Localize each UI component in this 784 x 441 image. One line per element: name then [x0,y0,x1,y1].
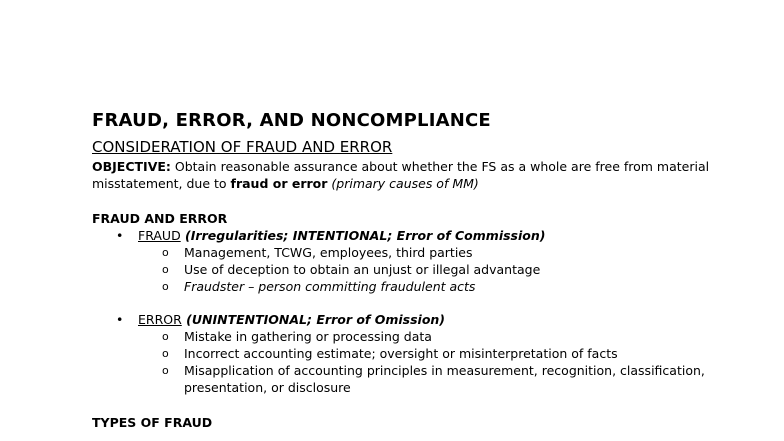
list-item-text: Incorrect accounting estimate; oversight or misinterpretation of facts [184,346,618,361]
objective-bold-term: fraud or error [230,175,328,191]
list-item-text: Use of deception to obtain an unjust or illegal advantage [184,262,541,277]
circle-bullet-icon: o [162,246,169,259]
bullet-fraud [92,227,732,244]
section-heading-fraud-and-error: FRAUD AND ERROR [92,211,228,226]
circle-bullet-icon: o [162,364,169,377]
list-item-text: Fraudster – person committing fraudulent acts [184,279,476,294]
objective-italic-tail: (primary causes of MM) [327,175,479,191]
bullet-dot-icon: • [116,312,124,327]
circle-bullet-icon: o [162,263,169,276]
page-title: FRAUD, ERROR, AND NONCOMPLIANCE [92,110,491,131]
error-sub-list [92,328,732,396]
list-item [92,261,732,278]
bullet-error [92,311,732,328]
error-term: ERROR [138,312,182,327]
list-item-text: Misapplication of accounting principles in measurement, recognition, classification, presentation, or disclosure [184,363,705,395]
spacer [92,295,732,311]
list-item [92,345,732,362]
fraud-description: (Irregularities; INTENTIONAL; Error of Commission) [180,228,546,243]
objective-paragraph [92,159,732,192]
list-item-text: Mistake in gathering or processing data [184,329,432,344]
fraud-sub-list [92,244,732,295]
list-item-text: Management, TCWG, employees, third parties [184,245,473,260]
circle-bullet-icon: o [162,330,169,343]
list-item [92,362,732,396]
fraud-term: FRAUD [138,228,181,243]
section-subtitle: CONSIDERATION OF FRAUD AND ERROR [92,138,393,156]
objective-text: Obtain reasonable assurance about whether the FS as a whole are free from material misstatement, due to [92,159,710,191]
circle-bullet-icon: o [162,347,169,360]
document-page [92,108,732,431]
list-item [92,278,732,295]
section-heading-types-of-fraud: TYPES OF FRAUD [92,415,213,430]
circle-bullet-icon: o [162,280,169,293]
error-description: (UNINTENTIONAL; Error of Omission) [181,312,446,327]
bullet-dot-icon: • [116,228,124,243]
objective-label: OBJECTIVE: [92,159,171,174]
list-item [92,244,732,261]
list-item [92,328,732,345]
